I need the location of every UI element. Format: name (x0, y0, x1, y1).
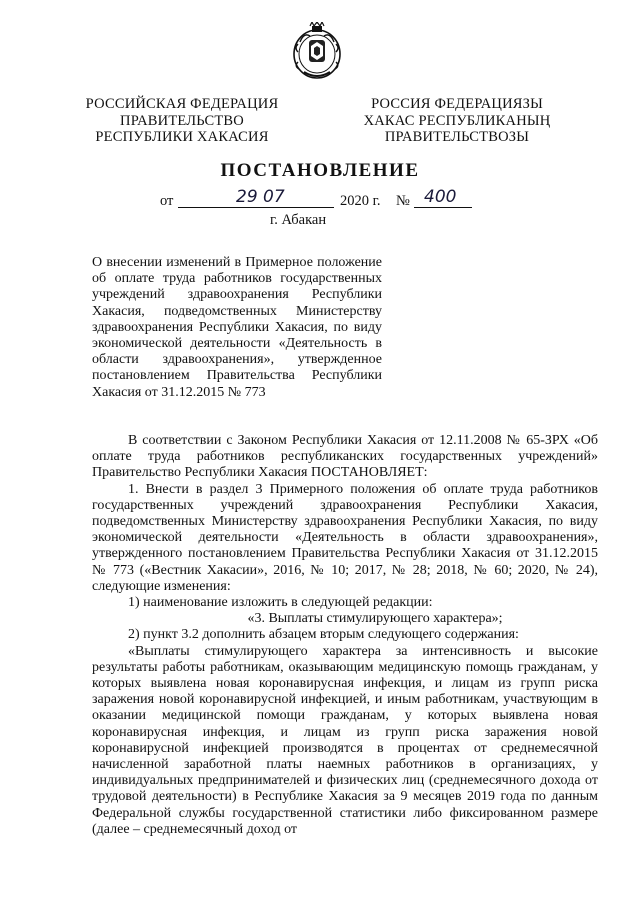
header-left-line: ПРАВИТЕЛЬСТВО (120, 112, 244, 129)
preamble-paragraph: В соответствии с Законом Республики Хакасия от 12.11.2008 № 65-ЗРХ «Об оплате труда работников республиканских государственных учреждений» Правительство Республики Хакасия ПОСТАНОВЛЯЕТ: (92, 433, 598, 481)
document-subject: О внесении изменений в Примерное положение об оплате труда работников государственных учреждений здравоохранения Республики Хакасия, подведомственных Министерству здравоохранения Республики Хакасия, по виду экономической деятельности «Деятельность в области здравоохранения», утвержденное постановлением Правительства Республики Хакасия от 31.12.2015 № 773 (92, 255, 382, 400)
city: г. Абакан (270, 212, 327, 228)
date-handwritten: 29 07 (236, 187, 285, 207)
sub1-quote: «3. Выплаты стимулирующего характера»; (247, 611, 503, 627)
header-right-line: ПРАВИТЕЛЬСТВОЗЫ (384, 129, 530, 145)
header-left (66, 96, 298, 146)
date-prefix: от (160, 193, 174, 209)
date-year: 2020 г. (340, 193, 381, 209)
sub1-paragraph: 1) наименование изложить в следующей редакции: (128, 595, 433, 611)
header-right-line: ХАКАС РЕСПУБЛИКАНЫҢ (363, 112, 551, 129)
header-right-line: РОССИЯ ФЕДЕРАЦИЯЗЫ (371, 96, 543, 112)
number-handwritten: 400 (424, 187, 457, 207)
coat-of-arms-emblem (290, 22, 344, 82)
header-right (332, 96, 582, 146)
header-left-line: РЕСПУБЛИКИ ХАКАСИЯ (95, 129, 269, 145)
document-title: ПОСТАНОВЛЕНИЕ (220, 160, 420, 181)
sub2-paragraph: 2) пункт 3.2 дополнить абзацем вторым следующего содержания: (128, 627, 519, 643)
date-underline (178, 207, 334, 208)
item1-paragraph: 1. Внести в раздел 3 Примерного положения об оплате труда работников государственных учреждений здравоохранения Республики Хакасия, подведомственных Министерству здравоохранения Республики Хакасия, по виду экономической деятельности «Деятельность в области здравоохранения», утвержденного постановлением Правительства Республики Хакасия от 31.12.2015 № 773 («Вестник Хакасии», 2016, № 10; 2017, № 28; 2018, № 60; 2020, № 24), следующие изменения: (92, 481, 598, 594)
number-underline (414, 207, 472, 208)
header-left-line: РОССИЙСКАЯ ФЕДЕРАЦИЯ (85, 96, 279, 112)
quote-paragraph: «Выплаты стимулирующего характера за интенсивность и высокие результаты работы работникам, оказывающим медицинскую помощь гражданам, у которых выявлена новая коронавирусная инфекция, и лицам из групп риска заражения новой коронавирусной инфекцией, и иным работникам, участвующим в оказании медицинской помощи гражданам, у которых выявлена новая коронавирусная инфекция, и лицам из групп риска заражения новой коронавирусной инфекцией производятся в процентах от среднемесячной начисленной заработной платы наемных работников в организациях, у индивидуальных предпринимателей и физических лиц (среднемесячного дохода от трудовой деятельности) в Республике Хакасия за 9 месяцев 2019 года по данным Федеральной службы государственной статистики либо фиксированном размере (далее – среднемесячный доход от (92, 643, 598, 837)
document-body (92, 433, 598, 838)
number-sign: № (396, 193, 410, 209)
